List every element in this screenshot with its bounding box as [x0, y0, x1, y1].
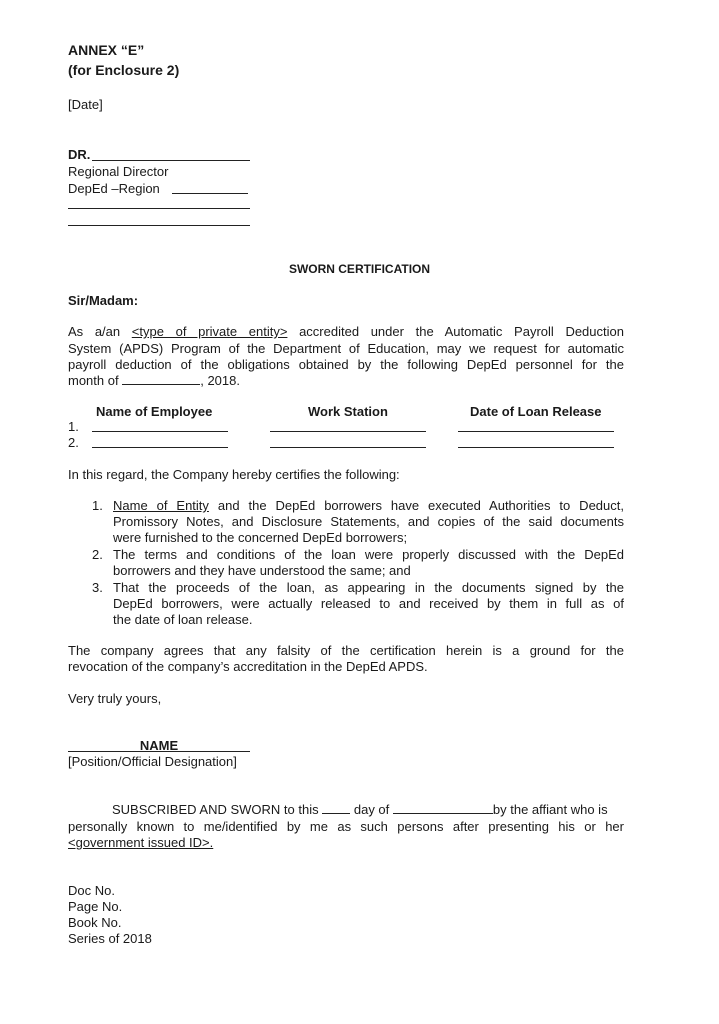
- item-number-2: 2.: [92, 547, 103, 562]
- month-blank-line: [122, 383, 200, 385]
- paragraph1-line4: [68, 372, 240, 389]
- row2-station-line: [270, 447, 426, 448]
- item-number-1: 1.: [92, 498, 103, 513]
- item3-line3: the date of loan release.: [113, 612, 253, 627]
- year-suffix: , 2018.: [200, 373, 240, 388]
- paragraph2-line1: The company agrees that any falsity of the certification herein is a ground for the: [68, 643, 624, 658]
- month-label: month of: [68, 373, 119, 388]
- series-year: Series of 2018: [68, 931, 152, 946]
- address-line-1: [68, 208, 250, 209]
- paragraph1-line1-start: As a/an: [68, 324, 132, 339]
- paragraph1-line1-end: accredited under the Automatic Payroll Deduction: [287, 324, 624, 339]
- greeting: Sir/Madam:: [68, 293, 139, 308]
- row-number-1: 1.: [68, 419, 79, 434]
- row-number-2: 2.: [68, 435, 79, 450]
- item1-line2: Promissory Notes, and Disclosure Statements, and copies of the said documents: [113, 514, 624, 529]
- signatory-position: [Position/Official Designation]: [68, 754, 237, 769]
- addressee-title: Regional Director: [68, 164, 169, 179]
- item3-line2: DepEd borrowers, were actually released to and received by them in full as of: [113, 596, 624, 611]
- region-blank-line: [172, 193, 248, 194]
- jurat-line1: [68, 801, 624, 818]
- row1-station-line: [270, 431, 426, 432]
- item1-line1-text: and the DepEd borrowers have executed Authorities to Deduct,: [208, 498, 624, 513]
- signatory-name: NAME: [139, 738, 179, 753]
- doc-no: Doc No.: [68, 883, 115, 898]
- row1-employee-line: [92, 431, 228, 432]
- document-heading: SWORN CERTIFICATION: [288, 262, 431, 276]
- header-name-of-employee: Name of Employee: [96, 404, 213, 419]
- paragraph2-line2: revocation of the company’s accreditation in the DepEd APDS.: [68, 659, 428, 674]
- header-work-station: Work Station: [308, 404, 388, 419]
- address-line-2: [68, 225, 250, 226]
- book-no: Book No.: [68, 915, 122, 930]
- addressee-name-line: [92, 160, 250, 161]
- header-date-of-loan-release: Date of Loan Release: [470, 404, 602, 419]
- item2-line2: borrowers and they have understood the same; and: [113, 563, 411, 578]
- paragraph1-line1: [68, 323, 624, 340]
- closing: Very truly yours,: [68, 691, 162, 706]
- item-number-3: 3.: [92, 580, 103, 595]
- date-placeholder: [Date]: [68, 97, 103, 112]
- item3-line1: That the proceeds of the loan, as appearing in the documents signed by the: [113, 580, 624, 595]
- private-entity-type: <type of private entity>: [131, 324, 288, 339]
- certify-intro: In this regard, the Company hereby certifies the following:: [68, 467, 400, 482]
- addressee-region-label: DepEd –Region: [68, 181, 160, 196]
- paragraph1-line3: payroll deduction of the obligations obtained by the following DepEd personnel for the: [68, 357, 624, 372]
- page-no: Page No.: [68, 899, 123, 914]
- row1-date-line: [458, 431, 614, 432]
- annex-title: ANNEX “E”: [68, 42, 145, 58]
- item1-line3: were furnished to the concerned DepEd borrowers;: [113, 530, 408, 545]
- row2-employee-line: [92, 447, 228, 448]
- jurat-line2: personally known to me/identified by me as such persons after presenting his or her: [68, 819, 624, 834]
- month-year-blank-line: [393, 812, 493, 814]
- jurat-affiant-text: by the affiant who is: [492, 802, 608, 817]
- addressee-prefix: DR.: [68, 147, 91, 162]
- item1-line1: [113, 497, 624, 514]
- government-id-placeholder: <government issued ID>.: [68, 835, 214, 850]
- annex-subtitle: (for Enclosure 2): [68, 62, 180, 78]
- day-blank-line: [322, 812, 350, 814]
- jurat-subscribed-text: SUBSCRIBED AND SWORN to this: [112, 802, 319, 817]
- entity-name-placeholder: Name of Entity: [113, 498, 209, 513]
- paragraph1-line2: System (APDS) Program of the Department of Education, may we request for automatic: [68, 341, 624, 356]
- item2-line1: The terms and conditions of the loan were properly discussed with the DepEd: [113, 547, 624, 562]
- row2-date-line: [458, 447, 614, 448]
- jurat-day-of-text: day of: [353, 802, 390, 817]
